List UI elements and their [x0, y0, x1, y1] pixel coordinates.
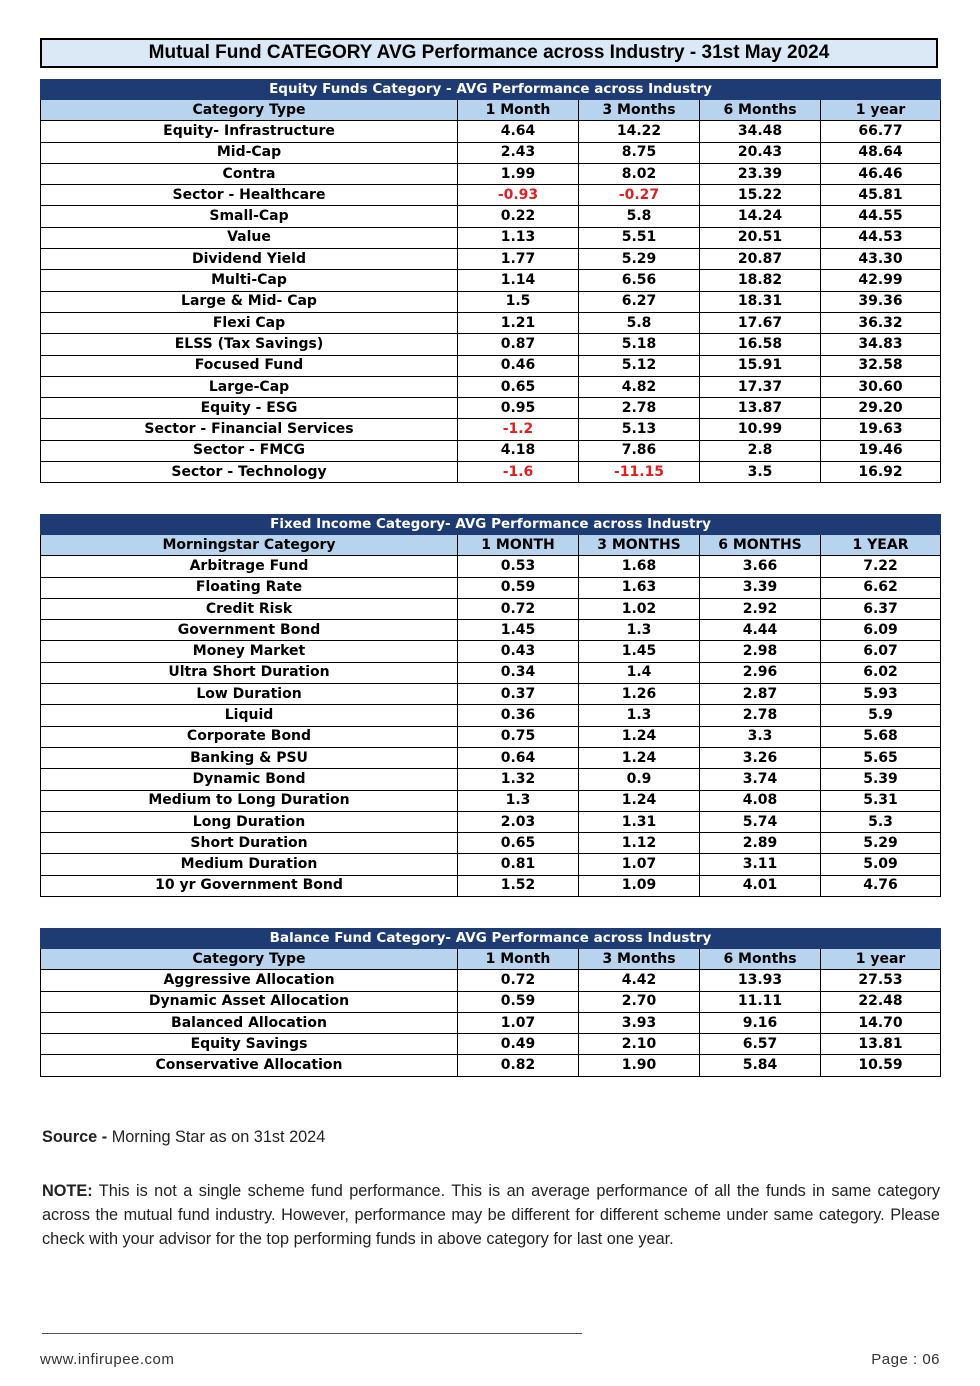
category-cell: Floating Rate	[41, 577, 458, 598]
value-cell: 16.92	[821, 462, 941, 483]
value-cell: 0.87	[458, 334, 579, 355]
source-text: Morning Star as on 31st 2024	[111, 1128, 326, 1146]
value-cell: 6.37	[821, 598, 941, 619]
value-cell: 18.82	[700, 270, 821, 291]
table-row	[41, 121, 941, 142]
value-cell: 16.58	[700, 334, 821, 355]
source-label: Source -	[42, 1128, 108, 1146]
table-row	[41, 1012, 941, 1033]
value-cell: 3.5	[700, 462, 821, 483]
value-cell: 6.27	[579, 291, 700, 312]
value-cell: 7.86	[579, 440, 700, 461]
category-cell: Long Duration	[41, 811, 458, 832]
value-cell: 1.24	[579, 726, 700, 747]
value-cell: 13.87	[700, 398, 821, 419]
value-cell: 5.8	[579, 206, 700, 227]
value-cell: 1.90	[579, 1055, 700, 1076]
category-cell: Focused Fund	[41, 355, 458, 376]
category-cell: Liquid	[41, 705, 458, 726]
value-cell: 5.18	[579, 334, 700, 355]
value-cell: 0.81	[458, 854, 579, 875]
table-title: Fixed Income Category- AVG Performance across Industry	[41, 515, 941, 535]
category-cell: Balanced Allocation	[41, 1012, 458, 1033]
value-cell: 6.57	[700, 1034, 821, 1055]
value-cell: 11.11	[700, 991, 821, 1012]
value-cell: 30.60	[821, 376, 941, 397]
value-cell: 3.93	[579, 1012, 700, 1033]
value-cell: 34.83	[821, 334, 941, 355]
value-cell: 6.02	[821, 662, 941, 683]
value-cell: 1.4	[579, 662, 700, 683]
value-cell: 32.58	[821, 355, 941, 376]
category-cell: Equity - ESG	[41, 398, 458, 419]
table-row	[41, 598, 941, 619]
value-cell: -0.27	[579, 185, 700, 206]
value-cell: 5.84	[700, 1055, 821, 1076]
category-cell: Medium to Long Duration	[41, 790, 458, 811]
value-cell: 34.48	[700, 121, 821, 142]
value-cell: 14.24	[700, 206, 821, 227]
table-row	[41, 747, 941, 768]
value-cell: 9.16	[700, 1012, 821, 1033]
value-cell: 0.75	[458, 726, 579, 747]
table-row	[41, 769, 941, 790]
value-cell: 0.36	[458, 705, 579, 726]
value-cell: 0.9	[579, 769, 700, 790]
value-cell: 0.64	[458, 747, 579, 768]
category-cell: Sector - Technology	[41, 462, 458, 483]
table-row	[41, 227, 941, 248]
table-row	[41, 790, 941, 811]
value-cell: 0.59	[458, 991, 579, 1012]
category-cell: Sector - Financial Services	[41, 419, 458, 440]
value-cell: 1.3	[579, 620, 700, 641]
table-row	[41, 641, 941, 662]
value-cell: 1.68	[579, 556, 700, 577]
column-header: 1 Month	[458, 100, 579, 121]
value-cell: 5.31	[821, 790, 941, 811]
category-cell: Banking & PSU	[41, 747, 458, 768]
value-cell: 0.46	[458, 355, 579, 376]
table-row	[41, 291, 941, 312]
column-header: 6 Months	[700, 949, 821, 970]
category-cell: Sector - FMCG	[41, 440, 458, 461]
category-cell: Short Duration	[41, 833, 458, 854]
value-cell: 6.07	[821, 641, 941, 662]
column-header: 1 YEAR	[821, 535, 941, 556]
value-cell: 1.63	[579, 577, 700, 598]
value-cell: 3.26	[700, 747, 821, 768]
value-cell: 1.21	[458, 312, 579, 333]
note-text: This is not a single scheme fund performance. This is an average performance of all the funds in same category across the mutual fund industry. However, performance may be different for different scheme under same category. Please check with your advisor for the top performing funds in above category for last one year.	[42, 1182, 941, 1248]
value-cell: 3.74	[700, 769, 821, 790]
value-cell: 1.31	[579, 811, 700, 832]
value-cell: 5.8	[579, 312, 700, 333]
value-cell: 1.13	[458, 227, 579, 248]
category-cell: Small-Cap	[41, 206, 458, 227]
value-cell: 10.99	[700, 419, 821, 440]
value-cell: 5.12	[579, 355, 700, 376]
category-cell: 10 yr Government Bond	[41, 875, 458, 896]
value-cell: -11.15	[579, 462, 700, 483]
column-header: 1 MONTH	[458, 535, 579, 556]
value-cell: 2.87	[700, 684, 821, 705]
value-cell: -1.2	[458, 419, 579, 440]
value-cell: 1.77	[458, 249, 579, 270]
value-cell: 3.66	[700, 556, 821, 577]
value-cell: 5.13	[579, 419, 700, 440]
source-line	[42, 1125, 940, 1149]
category-cell: Contra	[41, 163, 458, 184]
column-header: 3 MONTHS	[579, 535, 700, 556]
value-cell: 17.67	[700, 312, 821, 333]
column-header: 1 Month	[458, 949, 579, 970]
value-cell: -1.6	[458, 462, 579, 483]
value-cell: 5.51	[579, 227, 700, 248]
category-cell: Value	[41, 227, 458, 248]
column-header: 3 Months	[579, 949, 700, 970]
value-cell: 1.24	[579, 747, 700, 768]
value-cell: 39.36	[821, 291, 941, 312]
value-cell: 3.3	[700, 726, 821, 747]
value-cell: 5.39	[821, 769, 941, 790]
value-cell: 6.56	[579, 270, 700, 291]
value-cell: 0.22	[458, 206, 579, 227]
value-cell: 29.20	[821, 398, 941, 419]
value-cell: 14.70	[821, 1012, 941, 1033]
category-cell: Aggressive Allocation	[41, 970, 458, 991]
value-cell: 0.34	[458, 662, 579, 683]
column-header: Category Type	[41, 949, 458, 970]
value-cell: 27.53	[821, 970, 941, 991]
table-row	[41, 163, 941, 184]
value-cell: 3.39	[700, 577, 821, 598]
table-row	[41, 833, 941, 854]
value-cell: 0.95	[458, 398, 579, 419]
table-row	[41, 142, 941, 163]
value-cell: 22.48	[821, 991, 941, 1012]
column-header: 6 Months	[700, 100, 821, 121]
category-cell: Multi-Cap	[41, 270, 458, 291]
column-header: 3 Months	[579, 100, 700, 121]
value-cell: 44.53	[821, 227, 941, 248]
value-cell: 0.82	[458, 1055, 579, 1076]
column-header: 1 year	[821, 949, 941, 970]
table-row	[41, 398, 941, 419]
value-cell: 15.91	[700, 355, 821, 376]
value-cell: 48.64	[821, 142, 941, 163]
table-row	[41, 991, 941, 1012]
value-cell: 44.55	[821, 206, 941, 227]
table-row	[41, 1055, 941, 1076]
value-cell: 8.02	[579, 163, 700, 184]
page-title: Mutual Fund CATEGORY AVG Performance across Industry - 31st May 2024	[40, 38, 938, 68]
category-cell: Conservative Allocation	[41, 1055, 458, 1076]
value-cell: 0.72	[458, 970, 579, 991]
value-cell: 66.77	[821, 121, 941, 142]
table-row	[41, 270, 941, 291]
table-row	[41, 620, 941, 641]
value-cell: 2.43	[458, 142, 579, 163]
note-label: NOTE:	[42, 1182, 93, 1200]
table-row	[41, 1034, 941, 1055]
value-cell: 5.09	[821, 854, 941, 875]
value-cell: 4.01	[700, 875, 821, 896]
value-cell: 4.08	[700, 790, 821, 811]
value-cell: 1.32	[458, 769, 579, 790]
value-cell: 4.82	[579, 376, 700, 397]
table-row	[41, 577, 941, 598]
category-cell: Medium Duration	[41, 854, 458, 875]
value-cell: 18.31	[700, 291, 821, 312]
fixed-income-table	[40, 514, 941, 897]
value-cell: 19.63	[821, 419, 941, 440]
category-cell: Arbitrage Fund	[41, 556, 458, 577]
value-cell: 2.78	[579, 398, 700, 419]
value-cell: 2.89	[700, 833, 821, 854]
value-cell: 0.59	[458, 577, 579, 598]
table-row	[41, 662, 941, 683]
website-link[interactable]: www.infirupee.com	[40, 1351, 175, 1368]
table-row	[41, 705, 941, 726]
column-header-row	[41, 949, 941, 970]
category-cell: Large-Cap	[41, 376, 458, 397]
value-cell: 23.39	[700, 163, 821, 184]
value-cell: 36.32	[821, 312, 941, 333]
category-cell: Sector - Healthcare	[41, 185, 458, 206]
value-cell: 4.42	[579, 970, 700, 991]
value-cell: 5.9	[821, 705, 941, 726]
value-cell: 15.22	[700, 185, 821, 206]
value-cell: 13.93	[700, 970, 821, 991]
value-cell: 1.09	[579, 875, 700, 896]
value-cell: 6.09	[821, 620, 941, 641]
table-row	[41, 419, 941, 440]
value-cell: 19.46	[821, 440, 941, 461]
table-row	[41, 854, 941, 875]
column-header: 6 MONTHS	[700, 535, 821, 556]
value-cell: 5.74	[700, 811, 821, 832]
table-title-row	[41, 515, 941, 535]
category-cell: Mid-Cap	[41, 142, 458, 163]
value-cell: 0.72	[458, 598, 579, 619]
table-row	[41, 185, 941, 206]
column-header-row	[41, 100, 941, 121]
value-cell: 10.59	[821, 1055, 941, 1076]
table-title: Balance Fund Category- AVG Performance across Industry	[41, 929, 941, 949]
value-cell: 4.18	[458, 440, 579, 461]
value-cell: 2.70	[579, 991, 700, 1012]
column-header: 1 year	[821, 100, 941, 121]
table-title-row	[41, 80, 941, 100]
value-cell: 0.49	[458, 1034, 579, 1055]
value-cell: 20.87	[700, 249, 821, 270]
category-cell: Equity Savings	[41, 1034, 458, 1055]
value-cell: 2.96	[700, 662, 821, 683]
value-cell: -0.93	[458, 185, 579, 206]
category-cell: Equity- Infrastructure	[41, 121, 458, 142]
value-cell: 2.98	[700, 641, 821, 662]
value-cell: 4.44	[700, 620, 821, 641]
value-cell: 5.29	[821, 833, 941, 854]
value-cell: 0.65	[458, 833, 579, 854]
table-title: Equity Funds Category - AVG Performance across Industry	[41, 80, 941, 100]
table-row	[41, 206, 941, 227]
value-cell: 0.53	[458, 556, 579, 577]
value-cell: 42.99	[821, 270, 941, 291]
value-cell: 1.26	[579, 684, 700, 705]
table-row	[41, 334, 941, 355]
value-cell: 2.03	[458, 811, 579, 832]
value-cell: 0.65	[458, 376, 579, 397]
value-cell: 20.51	[700, 227, 821, 248]
value-cell: 0.37	[458, 684, 579, 705]
table-row	[41, 440, 941, 461]
category-cell: Dynamic Bond	[41, 769, 458, 790]
value-cell: 46.46	[821, 163, 941, 184]
value-cell: 4.64	[458, 121, 579, 142]
table-title-row	[41, 929, 941, 949]
column-header: Morningstar Category	[41, 535, 458, 556]
category-cell: Dynamic Asset Allocation	[41, 991, 458, 1012]
value-cell: 1.12	[579, 833, 700, 854]
category-cell: Ultra Short Duration	[41, 662, 458, 683]
value-cell: 5.93	[821, 684, 941, 705]
table-row	[41, 811, 941, 832]
category-cell: Government Bond	[41, 620, 458, 641]
table-row	[41, 312, 941, 333]
value-cell: 1.3	[579, 705, 700, 726]
value-cell: 45.81	[821, 185, 941, 206]
column-header-row	[41, 535, 941, 556]
footer-divider	[42, 1333, 582, 1334]
value-cell: 6.62	[821, 577, 941, 598]
value-cell: 7.22	[821, 556, 941, 577]
value-cell: 1.07	[579, 854, 700, 875]
value-cell: 14.22	[579, 121, 700, 142]
table-row	[41, 684, 941, 705]
value-cell: 1.07	[458, 1012, 579, 1033]
value-cell: 1.99	[458, 163, 579, 184]
table-row	[41, 355, 941, 376]
value-cell: 1.52	[458, 875, 579, 896]
page-number: Page : 06	[871, 1351, 940, 1368]
value-cell: 17.37	[700, 376, 821, 397]
value-cell: 5.3	[821, 811, 941, 832]
category-cell: Flexi Cap	[41, 312, 458, 333]
value-cell: 1.02	[579, 598, 700, 619]
category-cell: Corporate Bond	[41, 726, 458, 747]
value-cell: 0.43	[458, 641, 579, 662]
table-row	[41, 875, 941, 896]
value-cell: 43.30	[821, 249, 941, 270]
value-cell: 5.65	[821, 747, 941, 768]
value-cell: 1.45	[458, 620, 579, 641]
value-cell: 1.3	[458, 790, 579, 811]
value-cell: 2.92	[700, 598, 821, 619]
table-row	[41, 376, 941, 397]
category-cell: Dividend Yield	[41, 249, 458, 270]
category-cell: Money Market	[41, 641, 458, 662]
value-cell: 20.43	[700, 142, 821, 163]
note-paragraph	[42, 1179, 940, 1251]
table-row	[41, 249, 941, 270]
category-cell: ELSS (Tax Savings)	[41, 334, 458, 355]
table-row	[41, 970, 941, 991]
value-cell: 2.78	[700, 705, 821, 726]
value-cell: 1.5	[458, 291, 579, 312]
category-cell: Large & Mid- Cap	[41, 291, 458, 312]
table-row	[41, 556, 941, 577]
value-cell: 5.29	[579, 249, 700, 270]
value-cell: 2.8	[700, 440, 821, 461]
value-cell: 13.81	[821, 1034, 941, 1055]
value-cell: 2.10	[579, 1034, 700, 1055]
value-cell: 5.68	[821, 726, 941, 747]
value-cell: 1.24	[579, 790, 700, 811]
column-header: Category Type	[41, 100, 458, 121]
equity-table	[40, 79, 941, 483]
category-cell: Credit Risk	[41, 598, 458, 619]
table-row	[41, 462, 941, 483]
value-cell: 8.75	[579, 142, 700, 163]
value-cell: 3.11	[700, 854, 821, 875]
balance-table	[40, 928, 941, 1077]
value-cell: 1.45	[579, 641, 700, 662]
value-cell: 1.14	[458, 270, 579, 291]
category-cell: Low Duration	[41, 684, 458, 705]
value-cell: 4.76	[821, 875, 941, 896]
table-row	[41, 726, 941, 747]
